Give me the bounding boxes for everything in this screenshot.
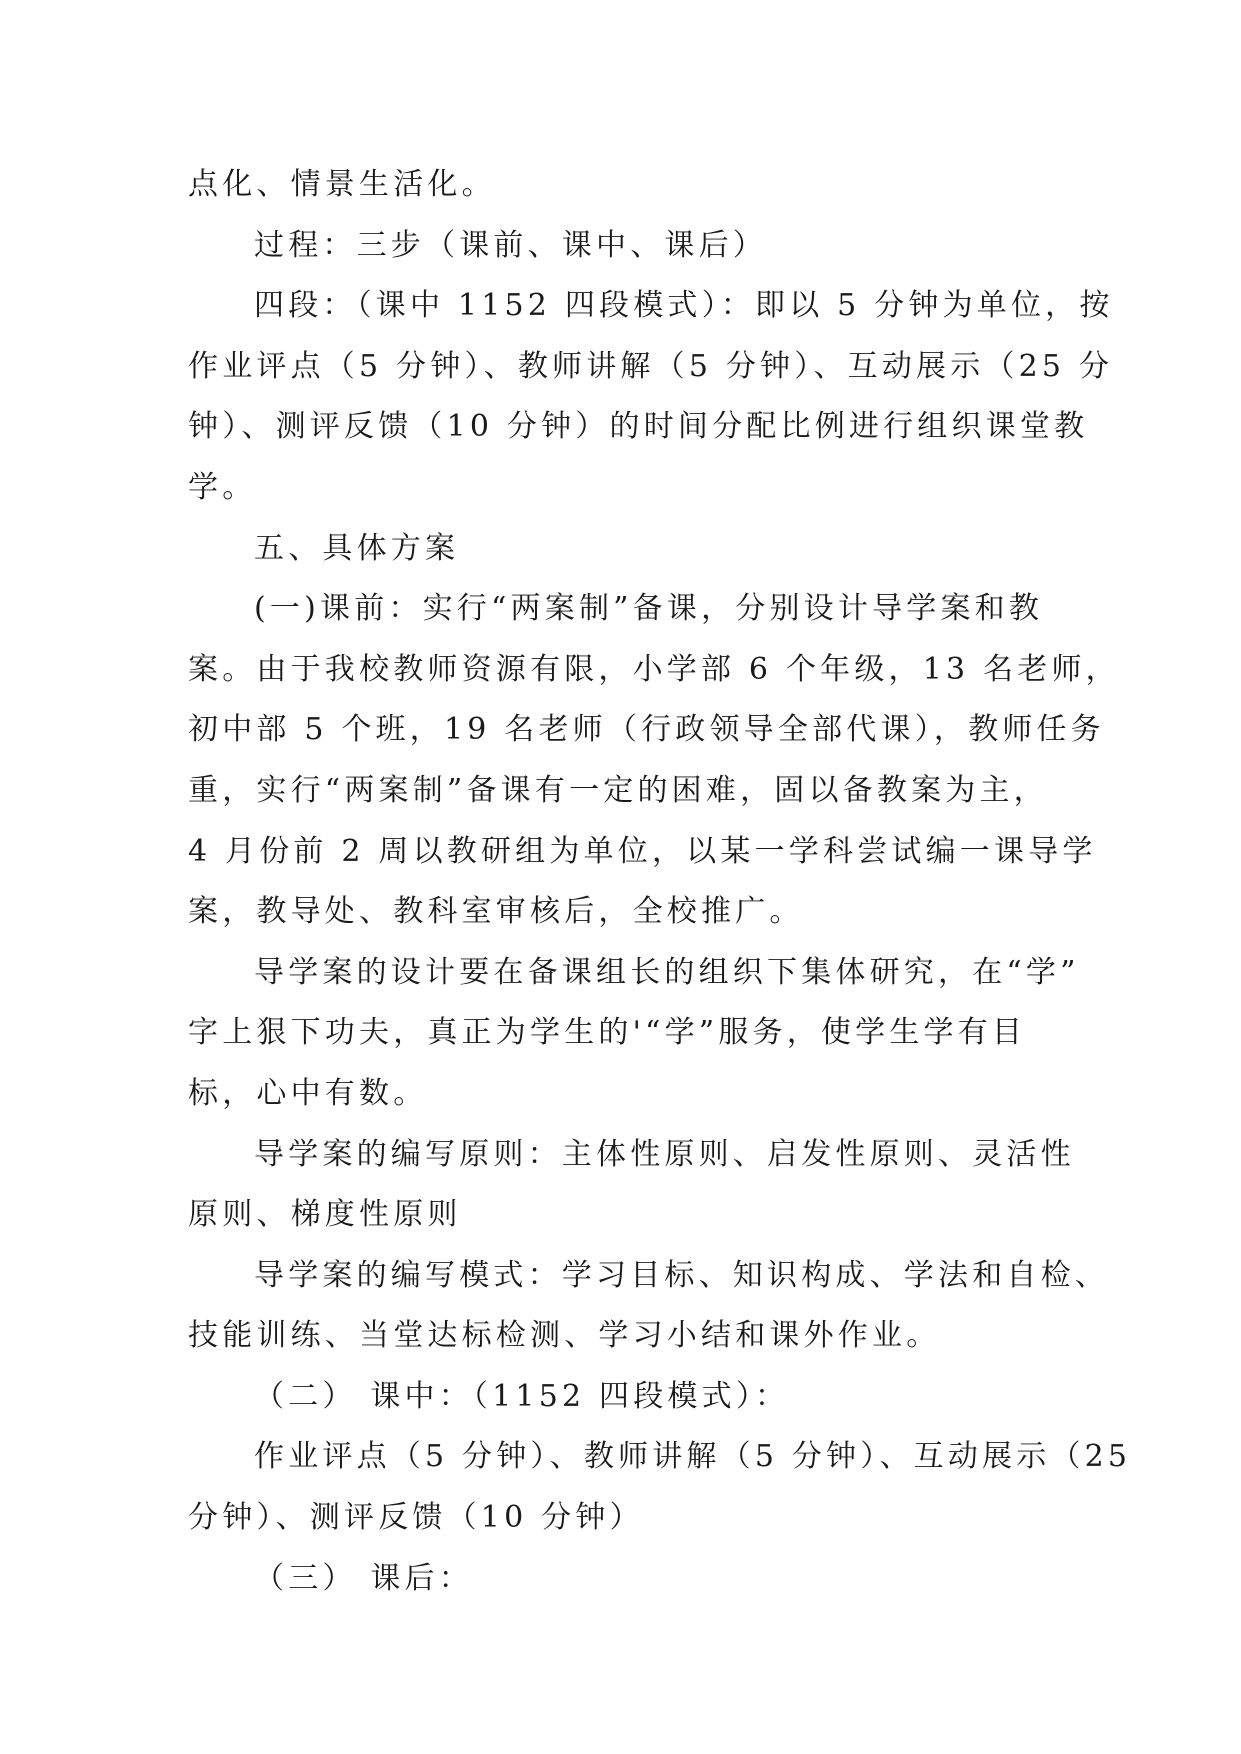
text-line: 作业评点（5 分钟）、教师讲解（5 分钟）、互动展示（25 xyxy=(254,1439,1132,1475)
text-line: (一)课前：实行“两案制”备课，分别设计导学案和教 xyxy=(254,591,1044,627)
text-line: 钟）、测评反馈（10 分钟）的时间分配比例进行组织课堂教 xyxy=(188,409,1089,445)
text-line: 原则、梯度性原则 xyxy=(188,1197,462,1233)
text-line: 作业评点（5 分钟）、教师讲解（5 分钟）、互动展示（25 分 xyxy=(188,348,1114,384)
text-line: 四段：（课中 1152 四段模式）：即以 5 分钟为单位，按 xyxy=(254,288,1114,324)
text-line: 分钟）、测评反馈（10 分钟） xyxy=(188,1500,644,1536)
section-heading: （二） 课中：（1152 四段模式）： xyxy=(254,1378,790,1414)
section-heading: 五、具体方案 xyxy=(254,530,460,566)
text-line: 4 月份前 2 周以教研组为单位，以某一学科尝试编一课导学 xyxy=(188,833,1097,869)
text-line: 过程：三步（课前、课中、课后） xyxy=(254,227,767,263)
text-line: 字上狠下功夫，真正为学生的'“学”服务，使学生学有目 xyxy=(188,1015,1027,1051)
section-heading: （三） 课后： xyxy=(254,1560,473,1596)
text-line: 标，心中有数。 xyxy=(188,1075,428,1111)
text-line: 导学案的编写模式：学习目标、知识构成、学法和自检、 xyxy=(254,1257,1109,1293)
text-line: 案，教导处、教科室审核后，全校推广。 xyxy=(188,894,804,930)
text-line: 学。 xyxy=(188,469,257,505)
text-line: 重，实行“两案制”备课有一定的困难，固以备教案为主， xyxy=(188,772,1048,808)
text-line: 点化、情景生活化。 xyxy=(188,167,496,202)
text-line: 案。由于我校教师资源有限，小学部 6 个年级，13 名老师， xyxy=(188,651,1120,687)
text-line: 导学案的编写原则：主体性原则、启发性原则、灵活性 xyxy=(254,1136,1075,1172)
text-line: 技能训练、当堂达标检测、学习小结和课外作业。 xyxy=(188,1318,941,1354)
text-line: 初中部 5 个班，19 名老师（行政领导全部代课），教师任务 xyxy=(188,712,1105,748)
text-line: 导学案的设计要在备课组长的组织下集体研究，在“学” xyxy=(254,954,1080,990)
body-text xyxy=(188,155,1132,1609)
